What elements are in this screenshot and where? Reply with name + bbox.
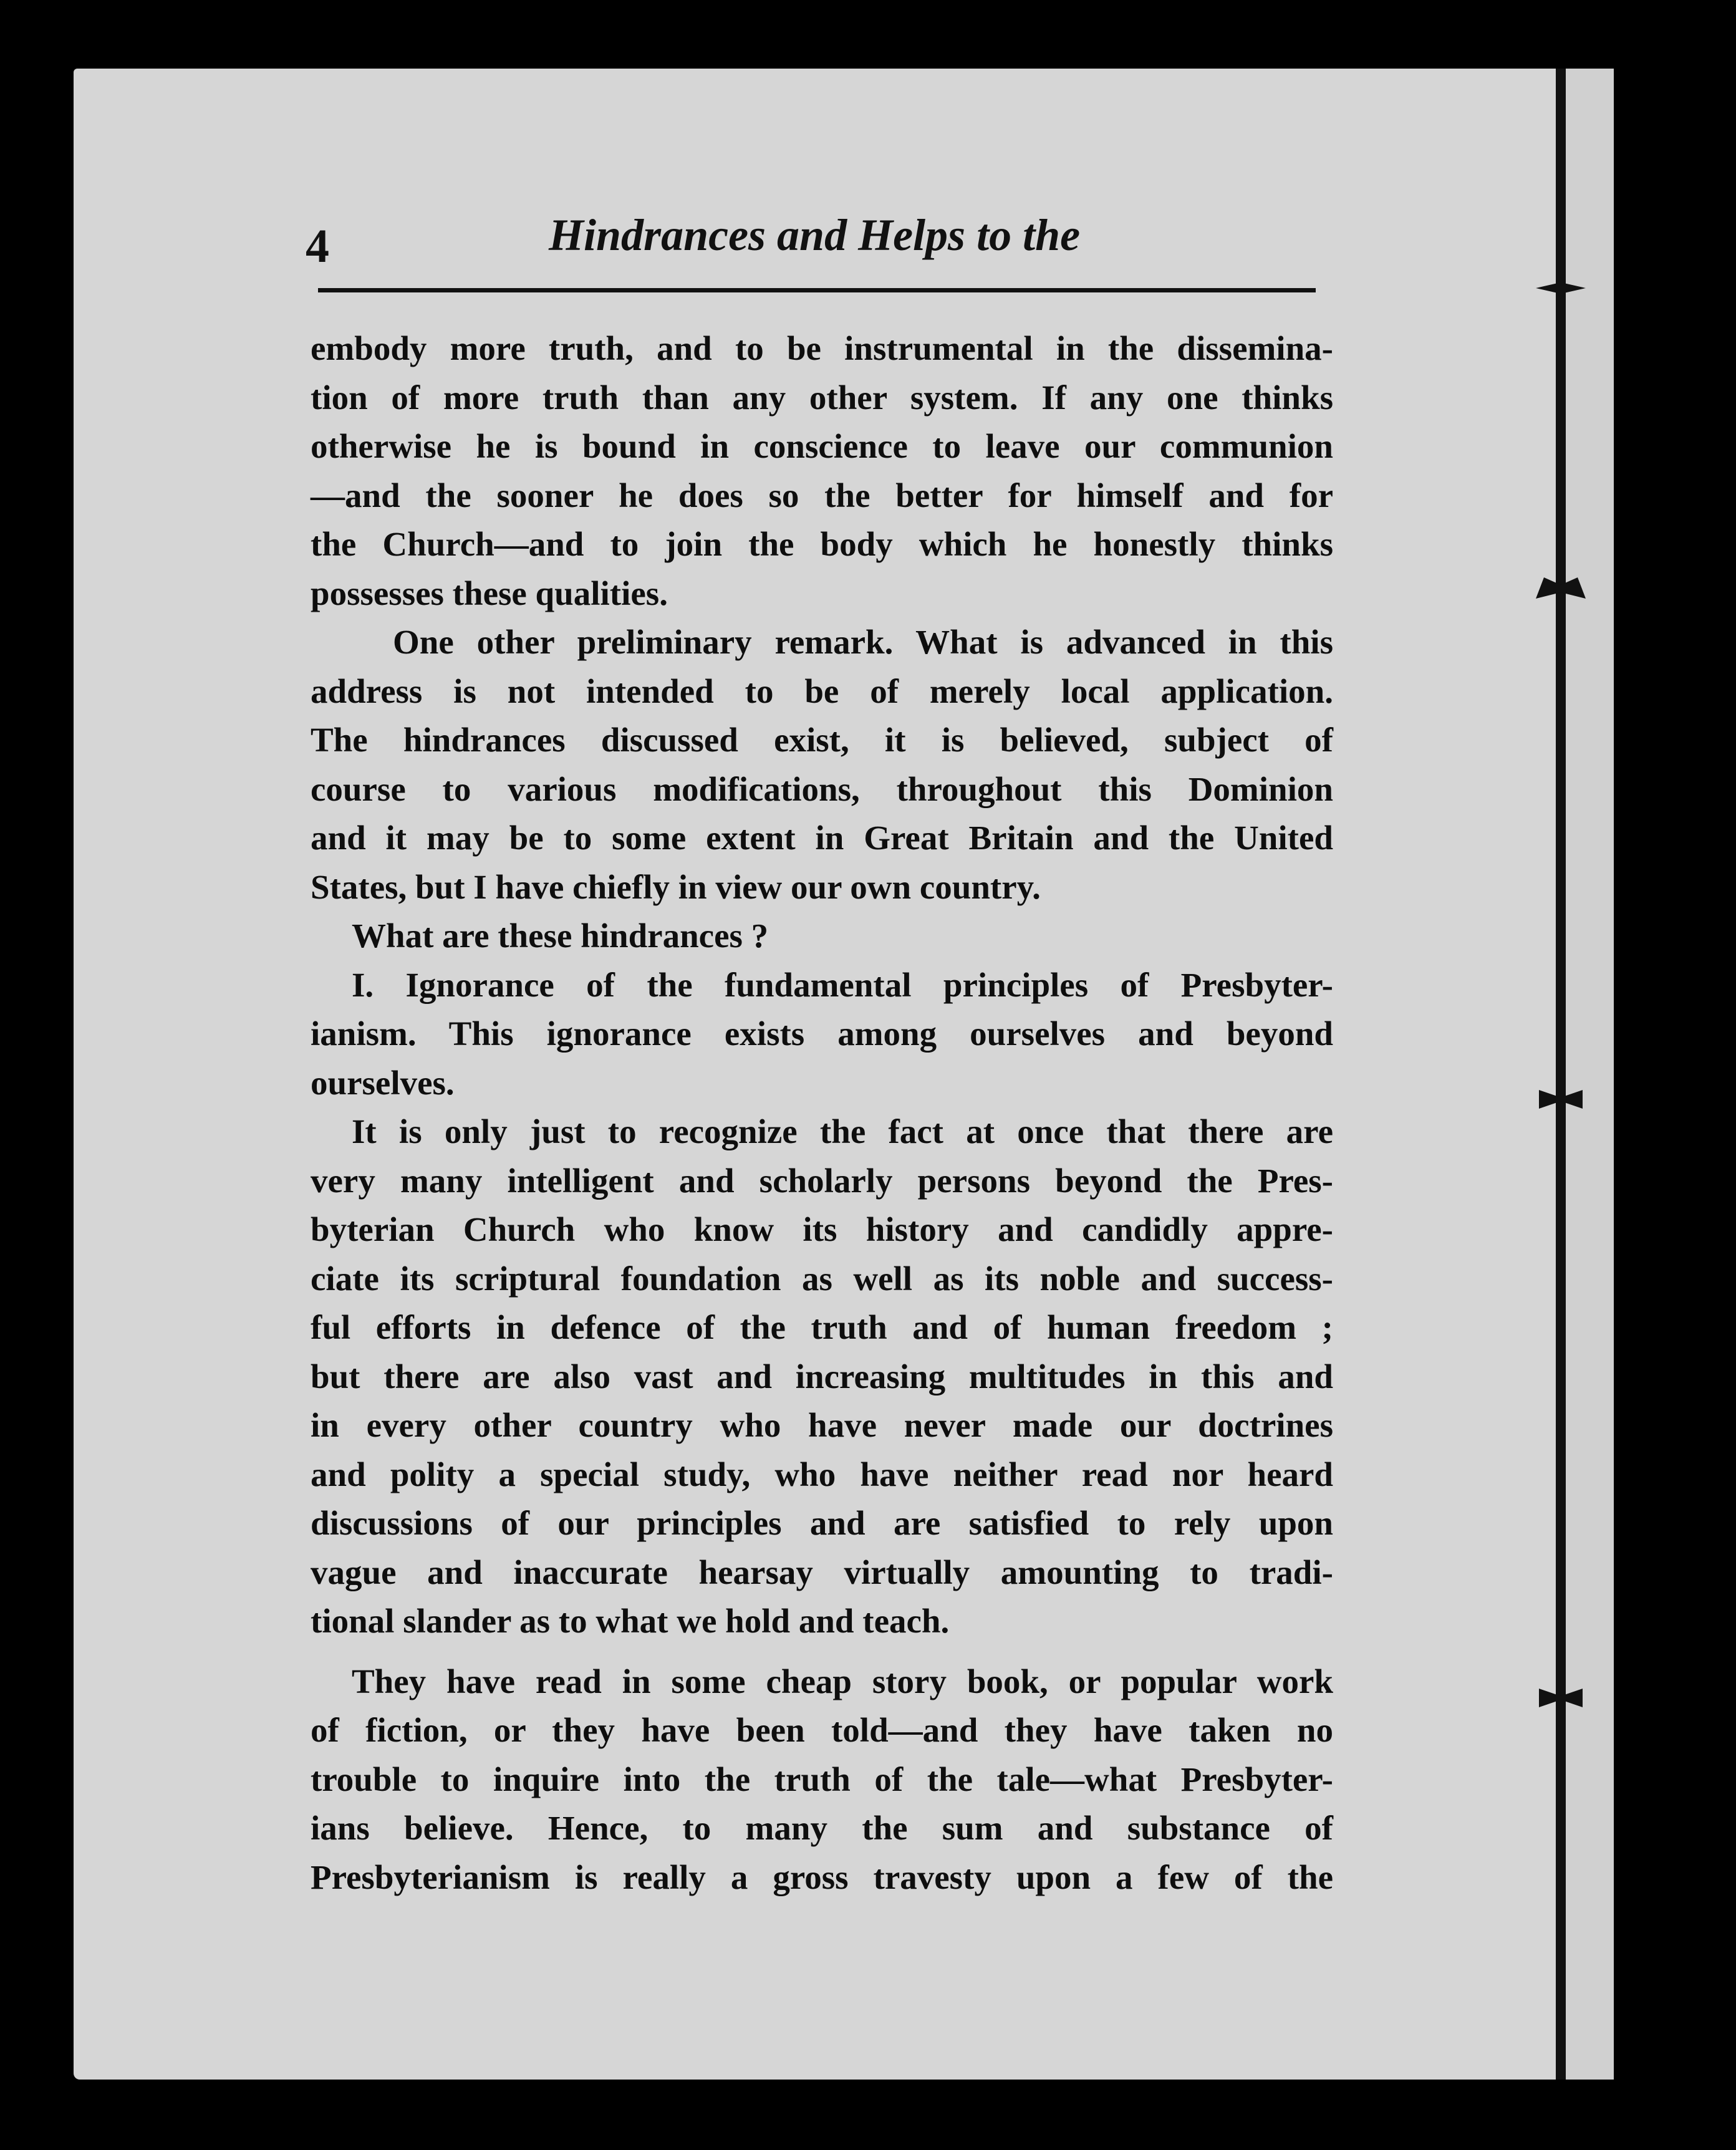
- text-line: I. Ignorance of the fundamental principles of Presbyter-: [352, 965, 1333, 1004]
- text-line: What are these hindrances ?: [352, 917, 769, 955]
- text-line: ianism. This ignorance exists among ourselves and beyond: [311, 1015, 1333, 1053]
- text-line: otherwise he is bound in conscience to leave our communion: [311, 427, 1333, 465]
- text-line: ians believe. Hence, to many the sum and substance of: [311, 1809, 1333, 1847]
- text-line: ful efforts in defence of the truth and of human freedom ;: [311, 1308, 1333, 1346]
- text-line: of fiction, or they have been told—and they have taken no: [311, 1711, 1333, 1749]
- binding-stitch-icon: [1533, 1085, 1589, 1112]
- text-line: and it may be to some extent in Great Britain and the United: [311, 819, 1333, 857]
- text-line: ourselves.: [311, 1063, 455, 1102]
- text-line: tion of more truth than any other system. If any one thinks: [311, 378, 1333, 417]
- text-line: tional slander as to what we hold and teach.: [311, 1602, 950, 1640]
- body-text: [311, 324, 1333, 1902]
- text-line: States, but I have chiefly in view our own country.: [311, 867, 1041, 906]
- page-number: 4: [306, 220, 329, 272]
- text-line: the Church—and to join the body which he honestly thinks: [311, 525, 1333, 563]
- text-line: They have read in some cheap story book, or popular work: [352, 1662, 1333, 1700]
- text-line: address is not intended to be of merely local application.: [311, 672, 1333, 710]
- text-line: embody more truth, and to be instrumental in the dissemina-: [311, 329, 1333, 367]
- text-line: very many intelligent and scholarly persons beyond the Pres-: [311, 1161, 1333, 1200]
- binding-stitch-icon: [1533, 574, 1589, 601]
- text-line: vague and inaccurate hearsay virtually amounting to tradi-: [311, 1553, 1333, 1591]
- text-line: Presbyterianism is really a gross travesty upon a few of the: [311, 1858, 1333, 1896]
- text-line: possesses these qualities.: [311, 574, 668, 612]
- text-line: The hindrances discussed exist, it is believed, subject of: [311, 721, 1333, 759]
- binding-stitch-icon: [1533, 274, 1589, 302]
- text-line: but there are also vast and increasing multitudes in this and: [311, 1357, 1333, 1396]
- binding-spine: [1556, 69, 1566, 2080]
- header-rule: [318, 288, 1316, 292]
- text-line: ciate its scriptural foundation as well as its noble and success-: [311, 1259, 1333, 1298]
- text-line: course to various modifications, throughout this Dominion: [311, 769, 1333, 808]
- text-line: It is only just to recognize the fact at once that there are: [352, 1112, 1333, 1150]
- text-line: discussions of our principles and are satisfied to rely upon: [311, 1504, 1333, 1542]
- binding-stitch-icon: [1533, 1684, 1589, 1711]
- text-line: One other preliminary remark. What is advanced in this: [393, 623, 1333, 661]
- text-line: trouble to inquire into the truth of the tale—what Presbyter-: [311, 1760, 1333, 1798]
- text-line: byterian Church who know its history and candidly appre-: [311, 1210, 1333, 1248]
- binding-margin: [1566, 69, 1614, 2080]
- text-line: and polity a special study, who have neither read nor heard: [311, 1455, 1333, 1493]
- text-line: in every other country who have never made our doctrines: [311, 1406, 1333, 1444]
- running-title: Hindrances and Helps to the: [549, 210, 1081, 260]
- text-line: —and the sooner he does so the better for himself and for: [311, 476, 1333, 514]
